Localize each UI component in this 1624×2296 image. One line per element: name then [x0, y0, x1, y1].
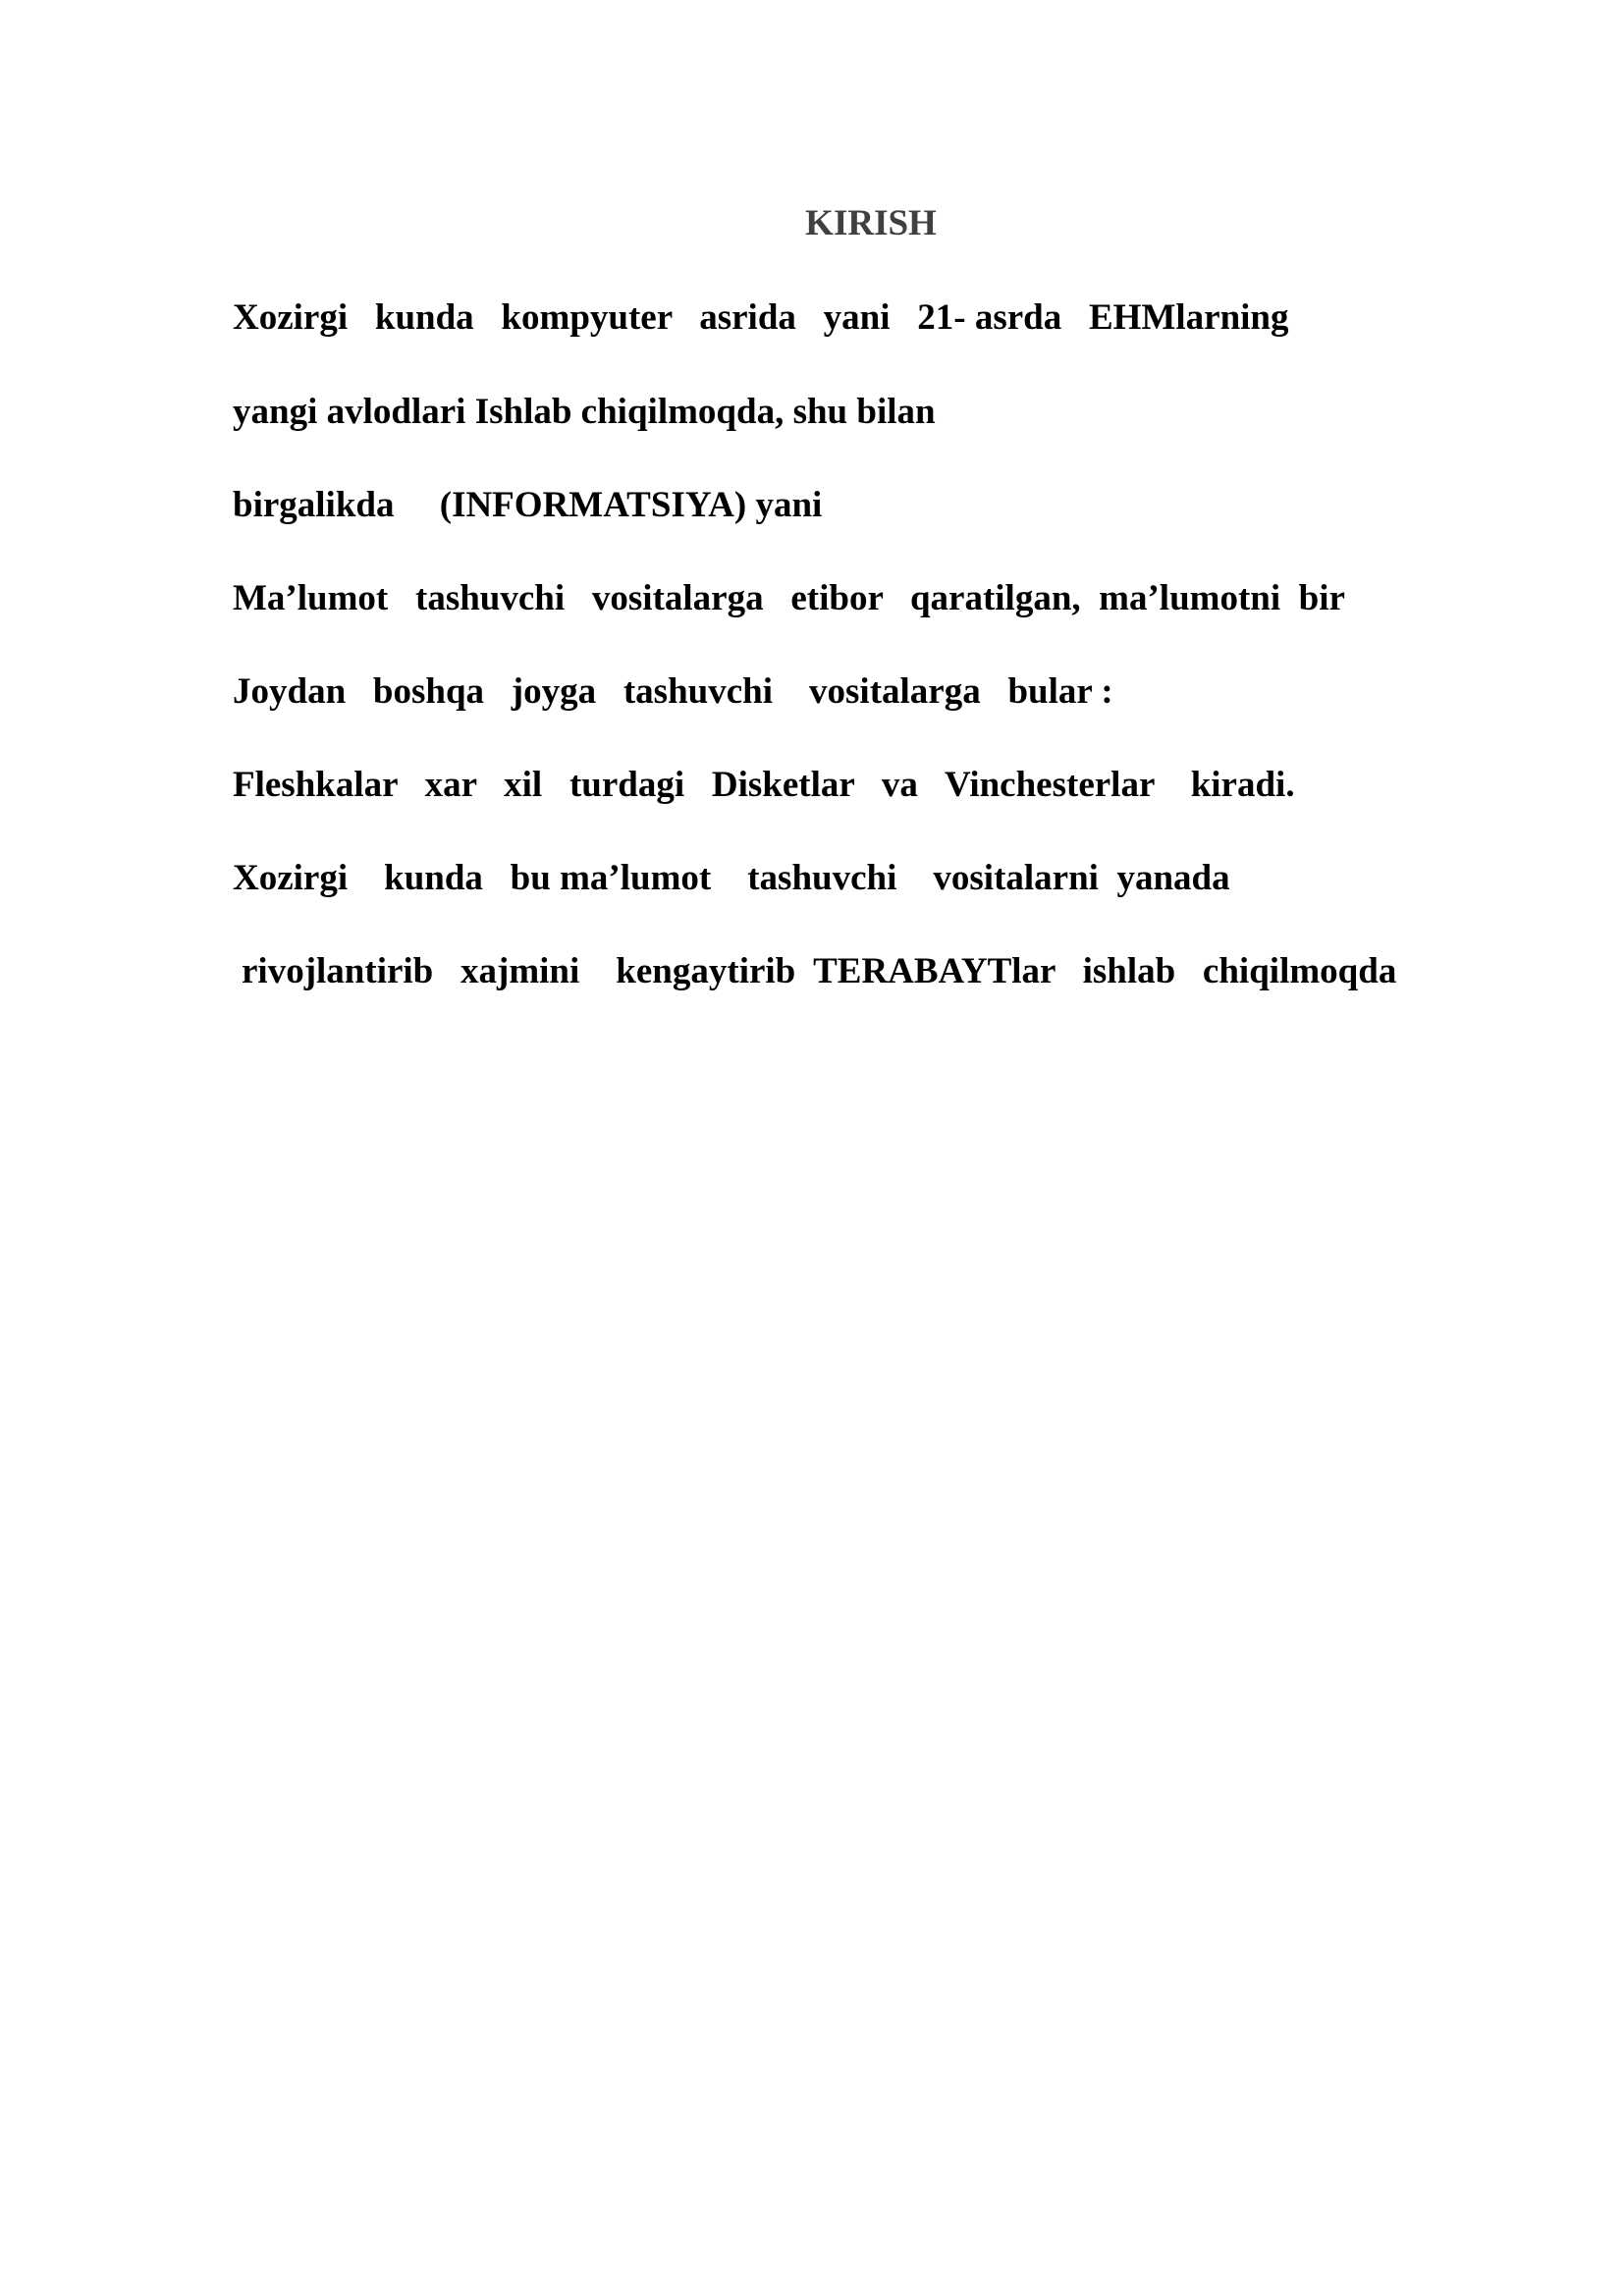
paragraph-line: Fleshkalar xar xil turdagi Disketlar va Vinchesterlar kiradi. [233, 765, 1295, 805]
paragraph-line: Joydan boshqa joyga tashuvchi vositalarga bular : [233, 671, 1113, 712]
paragraph-line: yangi avlodlari Ishlab chiqilmoqda, shu bilan [233, 392, 936, 432]
paragraph-line: birgalikda (INFORMATSIYA) yani [233, 485, 823, 525]
paragraph-line: Xozirgi kunda bu ma’lumot tashuvchi vositalarni yanada [233, 858, 1230, 898]
paragraph-line: Ma’lumot tashuvchi vositalarga etibor qaratilgan, ma’lumotni bir [233, 578, 1345, 618]
page-title: KIRISH [805, 203, 937, 243]
paragraph-line: rivojlantirib xajmini kengaytirib TERABAYTlar ishlab chiqilmoqda [242, 951, 1397, 991]
paragraph-line: Xozirgi kunda kompyuter asrida yani 21- asrda EHMlarning [233, 297, 1289, 338]
